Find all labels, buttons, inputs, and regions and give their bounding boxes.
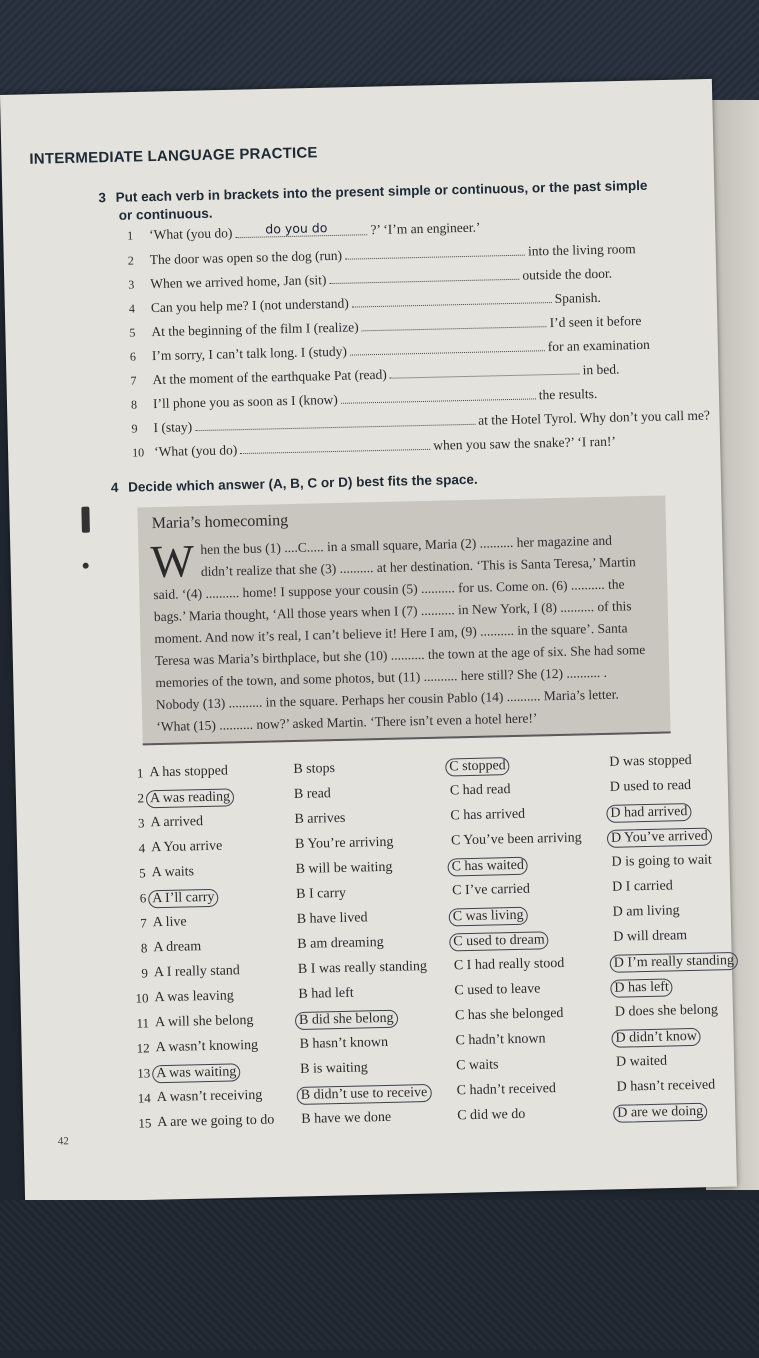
option-text: A I’ll carry (152, 889, 215, 907)
option-text: B You’re arriving (294, 834, 394, 852)
answer-blank[interactable] (350, 338, 545, 355)
option-d[interactable] (613, 928, 687, 946)
option-text: C used to dream (453, 932, 545, 950)
option-c[interactable] (456, 1057, 499, 1074)
option-text: D will dream (613, 928, 688, 945)
option-c-circled[interactable] (449, 907, 528, 927)
item-continuation: at the Hotel Tyrol. Why don’t you call me? (477, 407, 711, 428)
item-number: 2 (127, 253, 134, 268)
item-prompt: At the moment of the earthquake Pat (read) (152, 366, 387, 388)
option-text: A has stopped (149, 763, 229, 781)
option-text: B read (293, 786, 332, 802)
option-text: C waits (455, 1057, 499, 1074)
option-text: B did she belong (298, 1010, 394, 1028)
option-text: B have we done (301, 1109, 392, 1127)
option-d-circled[interactable] (606, 803, 691, 823)
option-b[interactable] (293, 761, 335, 778)
answer-options-table (121, 752, 735, 1141)
item-number: 3 (128, 277, 135, 292)
option-text: D has left (614, 979, 670, 996)
page-number: 42 (57, 1135, 69, 1148)
item-number: 1 (127, 228, 134, 243)
item-continuation: for an examination (547, 336, 650, 355)
option-c[interactable] (454, 981, 540, 999)
item-prompt: I’ll phone you as soon as I (know) (152, 391, 338, 412)
option-a[interactable] (157, 1088, 263, 1106)
question-number: 9 (141, 965, 149, 981)
item-continuation: the results. (538, 386, 598, 403)
option-text: B is waiting (300, 1060, 369, 1077)
item-number: 4 (128, 301, 136, 316)
option-c[interactable] (450, 807, 525, 825)
option-b[interactable] (295, 860, 392, 878)
option-a[interactable] (153, 939, 201, 956)
passage-line: Nobody (13) .......... in the square. Perhaps her cousin Pablo (14) .......... Maria’s letter. (155, 686, 619, 713)
option-text: B am dreaming (297, 935, 384, 952)
option-text: D was stopped (609, 752, 692, 770)
option-d-circled[interactable] (611, 1028, 701, 1048)
option-text: D used to read (609, 777, 692, 795)
passage-line: ‘What (15) .......... now?’ asked Martin. ‘There isn’t even a hotel here!’ (156, 710, 538, 735)
answer-blank[interactable] (341, 386, 536, 403)
option-d[interactable] (611, 853, 712, 871)
exercise-4-title (111, 472, 478, 495)
exercise-4-number: 4 (110, 479, 119, 496)
option-text: B have lived (296, 910, 368, 927)
option-a[interactable] (154, 963, 240, 981)
item-number: 5 (129, 325, 136, 340)
question-number: 13 (137, 1065, 151, 1081)
question-number: 3 (137, 815, 145, 831)
question-number: 2 (137, 790, 145, 806)
item-continuation: ?’ ‘I’m an engineer.’ (370, 219, 481, 238)
option-text: A was leaving (154, 988, 234, 1006)
option-text: A was reading (149, 789, 231, 807)
option-text: C I had really stood (453, 955, 565, 974)
exercise-3-number: 3 (98, 190, 107, 206)
option-b[interactable] (300, 1060, 368, 1078)
option-a[interactable] (150, 814, 203, 831)
option-text: C had read (449, 782, 511, 799)
option-b[interactable] (301, 1110, 391, 1128)
option-text: D am living (612, 903, 680, 920)
exercise-3-title (98, 178, 647, 205)
option-d[interactable] (615, 1002, 718, 1020)
option-a[interactable] (152, 864, 195, 881)
option-c[interactable] (450, 782, 511, 799)
option-d-circled[interactable] (613, 1103, 707, 1123)
option-c[interactable] (455, 1031, 545, 1049)
option-text: D are we doing (617, 1103, 704, 1121)
option-a-circled[interactable] (146, 788, 234, 808)
option-b[interactable] (298, 959, 427, 978)
answer-blank[interactable] (390, 361, 580, 378)
option-text: A waits (151, 864, 195, 881)
option-d[interactable] (612, 878, 673, 895)
passage-line: didn’t realize that she (3) .......... at her destination. ‘This is Santa Teresa,’ Martin (200, 554, 636, 580)
option-text: B had left (298, 985, 354, 1002)
passage-line: memories of the town, and some photos, but (11) .......... here still? She (12) .......... . (155, 664, 608, 691)
option-c[interactable] (457, 1081, 557, 1099)
answer-blank[interactable] (235, 222, 367, 238)
option-b-circled[interactable] (297, 1084, 432, 1105)
option-c[interactable] (455, 1006, 564, 1024)
option-text: D does she belong (614, 1002, 719, 1020)
item-continuation: Spanish. (554, 289, 602, 306)
option-b[interactable] (299, 1035, 388, 1053)
option-d[interactable] (616, 1054, 667, 1071)
answer-blank[interactable] (240, 437, 430, 454)
option-b[interactable] (295, 835, 394, 853)
option-text: D I’m really standing (613, 953, 735, 971)
option-d-circled[interactable] (610, 978, 673, 997)
question-number: 5 (139, 865, 146, 881)
option-text: A are we going to do (157, 1112, 275, 1131)
option-text: D had arrived (610, 804, 688, 821)
passage-line: said. ‘(4) .......... home! I suppose your cousin (5) .......... for us. Come on. (6) .......... the (153, 576, 625, 603)
option-text: A You arrive (150, 838, 223, 856)
option-a-circled[interactable] (148, 889, 219, 909)
answer-blank[interactable] (345, 243, 525, 260)
option-text: B I was really standing (297, 959, 428, 977)
option-c[interactable] (452, 882, 530, 900)
passage-title: Maria’s homecoming (151, 512, 289, 533)
option-text: A was waiting (156, 1064, 237, 1082)
book-header: INTERMEDIATE LANGUAGE PRACTICE (29, 144, 318, 168)
option-b[interactable] (298, 986, 354, 1003)
item-number: 6 (129, 349, 137, 364)
option-text: C has arrived (450, 806, 526, 824)
item-continuation: outside the door. (522, 265, 613, 283)
answer-blank[interactable] (352, 290, 552, 308)
option-text: D You’ve arrived (610, 828, 708, 846)
option-a[interactable] (151, 839, 223, 857)
passage-line: Teresa was Maria’s birthplace, but she (10) .......... the town at the age of six. She had some (154, 641, 646, 669)
option-text: B stops (293, 761, 336, 778)
item-number: 7 (130, 373, 137, 388)
item-number: 10 (131, 445, 145, 460)
option-text: D is going to wait (611, 852, 713, 870)
answer-blank[interactable] (361, 314, 546, 331)
question-number: 12 (136, 1040, 150, 1056)
item-prompt: Can you help me? I (not understand) (150, 295, 349, 316)
option-c[interactable] (454, 956, 565, 975)
option-text: C did we do (457, 1106, 526, 1124)
option-d[interactable] (613, 903, 680, 921)
option-text: B hasn’t known (299, 1034, 389, 1052)
question-number: 7 (140, 915, 147, 931)
item-continuation: I’d seen it before (549, 312, 642, 331)
item-prompt: The door was open so the dog (run) (149, 247, 343, 268)
item-number: 9 (131, 421, 138, 436)
option-text: D didn’t know (615, 1028, 698, 1046)
answer-blank[interactable] (195, 412, 475, 431)
option-d[interactable] (616, 1078, 715, 1096)
item-continuation: when you saw the snake?’ ‘I ran!’ (433, 433, 617, 453)
option-text: D I carried (611, 878, 673, 895)
question-number: 14 (137, 1090, 151, 1106)
item-prompt: I’m sorry, I can’t talk long. I (study) (151, 343, 348, 364)
question-number: 11 (136, 1015, 150, 1031)
option-b[interactable] (294, 786, 331, 803)
option-b[interactable] (297, 910, 368, 928)
option-text: C hadn’t received (456, 1081, 557, 1099)
option-text: C hadn’t known (455, 1031, 546, 1049)
option-text: C You’ve been arriving (450, 830, 582, 849)
option-c[interactable] (457, 1107, 525, 1125)
item-prompt: When we arrived home, Jan (sit) (150, 272, 327, 292)
margin-mark (81, 507, 90, 533)
exercise-3-instruction-cont: or continuous. (118, 205, 213, 223)
option-b-circled[interactable] (295, 1010, 398, 1030)
option-c-circled[interactable] (449, 931, 549, 951)
item-continuation: into the living room (527, 241, 636, 259)
option-a[interactable] (149, 763, 228, 781)
handwritten-answer: do you do (265, 220, 328, 237)
option-a[interactable] (153, 914, 187, 931)
option-d[interactable] (610, 778, 692, 796)
margin-dot (83, 563, 89, 569)
option-d[interactable] (609, 753, 692, 771)
answer-blank[interactable] (329, 267, 519, 284)
option-text: A live (152, 914, 187, 931)
option-text: A will she belong (154, 1012, 254, 1031)
option-a[interactable] (154, 988, 234, 1006)
passage-line: bags.’ Maria thought, ‘All those years when I (7) .......... in New York, I (8) .......... of this (153, 598, 632, 625)
option-b[interactable] (297, 935, 384, 953)
option-text: B didn’t use to receive (300, 1085, 428, 1103)
option-text: B will be waiting (295, 859, 393, 877)
exercise-3-instruction: Put each verb in brackets into the present simple or continuous, or the past simple (115, 177, 648, 205)
question-number: 8 (140, 940, 148, 956)
question-number: 4 (138, 840, 146, 856)
option-text: C has waited (451, 857, 525, 875)
question-number: 1 (136, 765, 144, 781)
option-text: C has she belonged (454, 1005, 564, 1024)
passage-line: hen the bus (1) ....C..... in a small square, Maria (2) .......... her magazine and (200, 532, 613, 558)
option-c-circled[interactable] (445, 757, 510, 776)
item-prompt: ‘What (you do) (153, 442, 238, 460)
option-text: C used to leave (454, 981, 541, 999)
item-prompt: At the beginning of the film I (realize) (151, 319, 359, 340)
option-text: A arrived (150, 814, 204, 831)
passage-dropcap: W (150, 535, 195, 588)
option-a[interactable] (155, 1038, 258, 1056)
option-a-circled[interactable] (152, 1063, 240, 1083)
option-text: C was living (452, 907, 524, 925)
option-b[interactable] (296, 886, 346, 903)
option-d-circled[interactable] (607, 828, 712, 848)
item-prompt: I (stay) (153, 419, 193, 436)
option-text: D hasn’t received (616, 1077, 716, 1095)
option-text: C stopped (449, 758, 506, 775)
option-text: B arrives (294, 810, 346, 827)
question-number: 15 (138, 1115, 152, 1131)
option-b[interactable] (294, 811, 345, 828)
item-prompt: ‘What (you do) (149, 225, 233, 243)
question-number: 10 (135, 990, 149, 1006)
item-number: 8 (130, 397, 138, 412)
option-c[interactable] (451, 830, 582, 849)
option-text: A I really stand (153, 963, 241, 981)
passage-line: moment. And now it’s real, I can’t believe it! Here I am, (9) .......... in the square’. Santa (154, 620, 628, 647)
option-text: C I’ve carried (451, 881, 531, 899)
option-text: A wasn’t receiving (156, 1087, 263, 1106)
option-a[interactable] (157, 1113, 274, 1132)
option-text: A wasn’t knowing (155, 1037, 259, 1056)
option-text: A dream (153, 939, 202, 956)
question-number: 6 (139, 890, 147, 906)
item-continuation: in bed. (582, 361, 620, 378)
option-text: D waited (615, 1053, 668, 1070)
option-text: B I carry (296, 885, 347, 902)
option-d-circled[interactable] (610, 952, 739, 973)
option-a[interactable] (155, 1013, 254, 1031)
option-c-circled[interactable] (447, 857, 528, 877)
exercise-4-instruction: Decide which answer (A, B, C or D) best fits the space. (128, 471, 478, 495)
